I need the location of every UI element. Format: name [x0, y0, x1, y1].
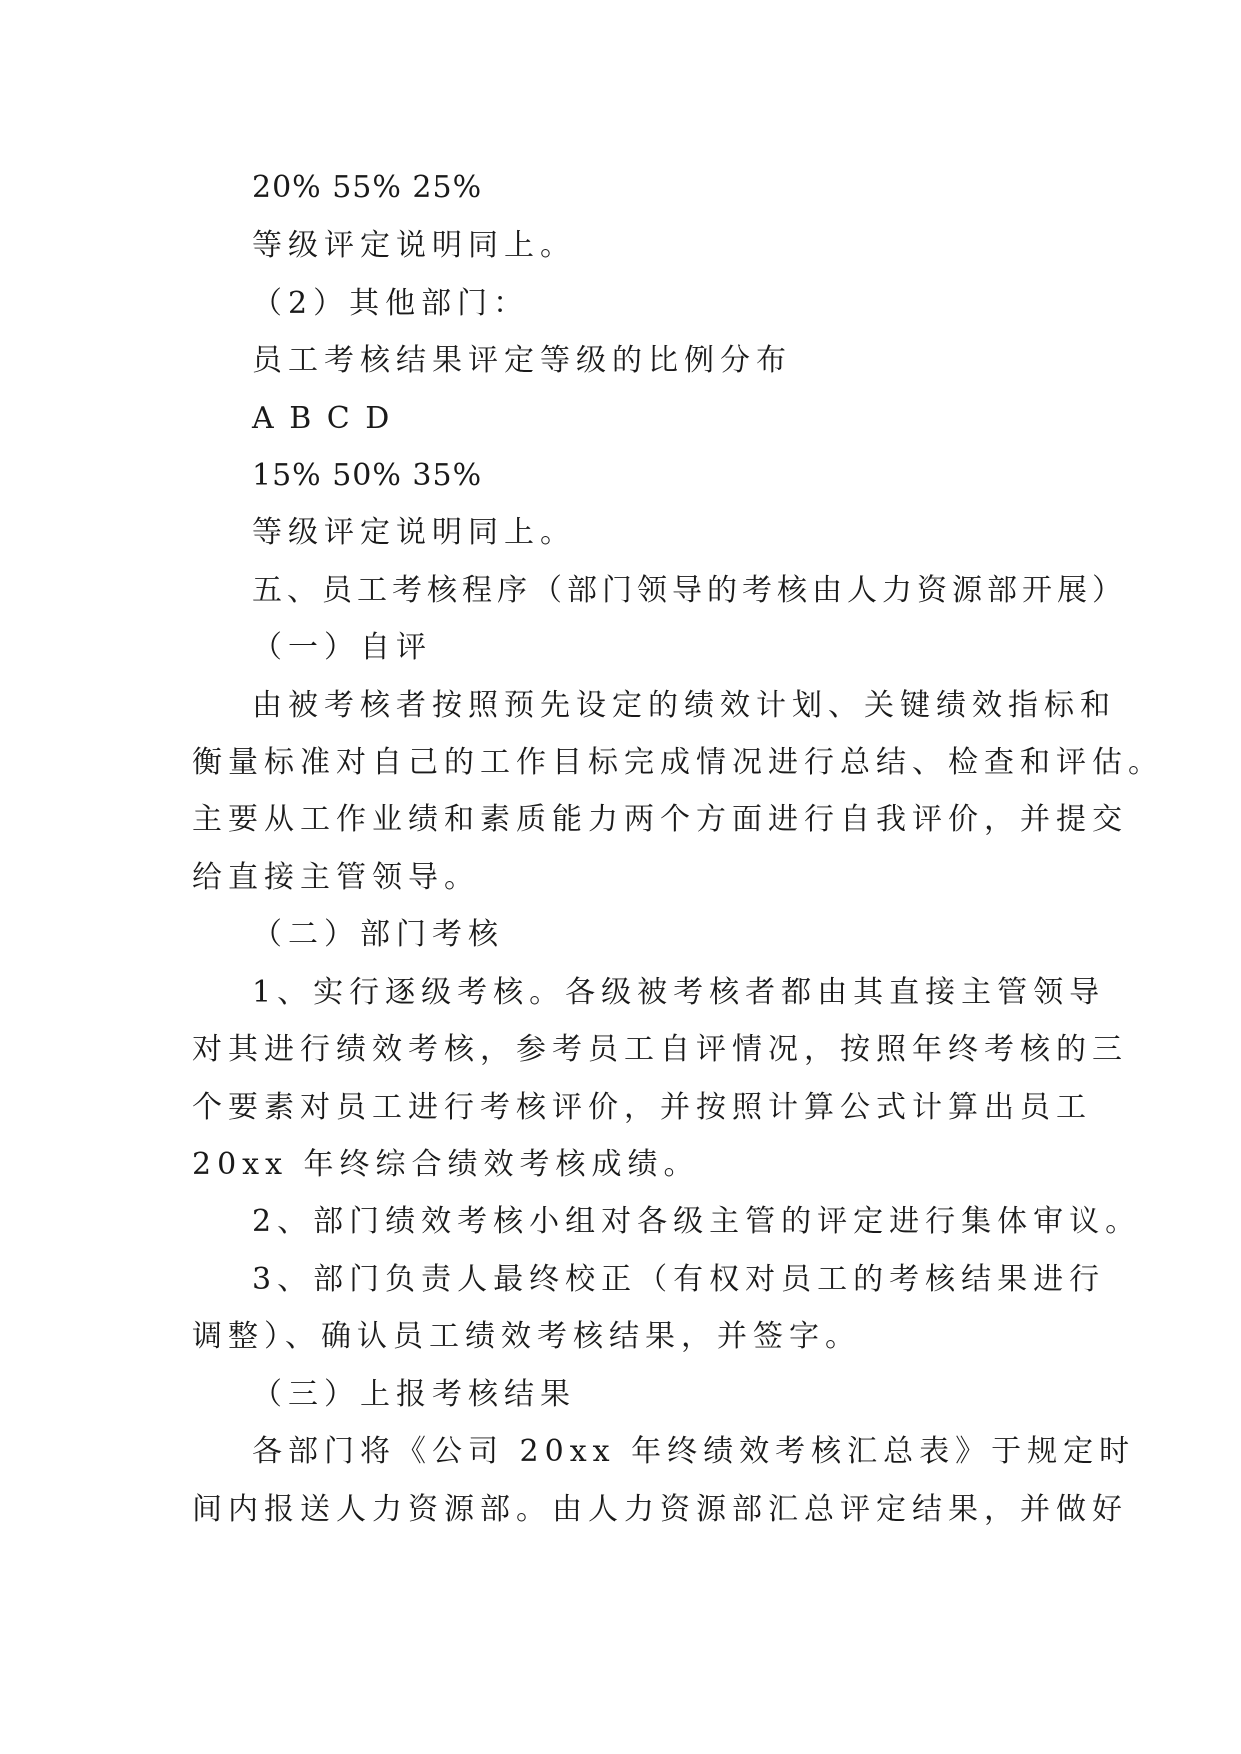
paragraph-line: 衡量标准对自己的工作目标完成情况进行总结、检查和评估。 — [192, 745, 1164, 780]
paragraph-line: 主要从工作业绩和素质能力两个方面进行自我评价，并提交 — [192, 802, 1128, 837]
paragraph-line: 由被考核者按照预先设定的绩效计划、关键绩效指标和 — [252, 688, 1116, 723]
paragraph-line: 20xx 年终综合绩效考核成绩。 — [192, 1147, 700, 1182]
paragraph-line: 对其进行绩效考核，参考员工自评情况，按照年终考核的三 — [192, 1032, 1128, 1067]
subsection-heading: （二）部门考核 — [252, 917, 504, 952]
grade-letters-line: A B C D — [252, 401, 391, 436]
subsection-heading: （三）上报考核结果 — [252, 1377, 576, 1412]
grade-percentages-line: 20% 55% 25% — [252, 170, 483, 205]
paragraph-line: 各部门将《公司 20xx 年终绩效考核汇总表》于规定时 — [252, 1434, 1136, 1469]
paragraph-line: 个要素对员工进行考核评价，并按照计算公式计算出员工 — [192, 1090, 1092, 1125]
paragraph-line: 2、部门绩效考核小组对各级主管的评定进行集体审议。 — [252, 1204, 1142, 1239]
other-departments-heading: （2）其他部门： — [252, 286, 530, 321]
distribution-title-line: 员工考核结果评定等级的比例分布 — [252, 343, 792, 378]
paragraph-line: 调整）、确认员工绩效考核结果，并签字。 — [192, 1319, 861, 1354]
paragraph-line: 3、部门负责人最终校正（有权对员工的考核结果进行 — [252, 1262, 1106, 1297]
section-heading: 五、员工考核程序（部门领导的考核由人力资源部开展） — [252, 573, 1127, 608]
paragraph-line: 给直接主管领导。 — [192, 860, 480, 895]
subsection-heading: （一）自评 — [252, 630, 432, 665]
paragraph-line: 间内报送人力资源部。由人力资源部汇总评定结果，并做好 — [192, 1492, 1128, 1527]
paragraph-line: 1、实行逐级考核。各级被考核者都由其直接主管领导 — [252, 975, 1106, 1010]
grade-note-line: 等级评定说明同上。 — [252, 515, 576, 550]
grade-note-line: 等级评定说明同上。 — [252, 228, 576, 263]
grade-percentages-line: 15% 50% 35% — [252, 458, 483, 493]
